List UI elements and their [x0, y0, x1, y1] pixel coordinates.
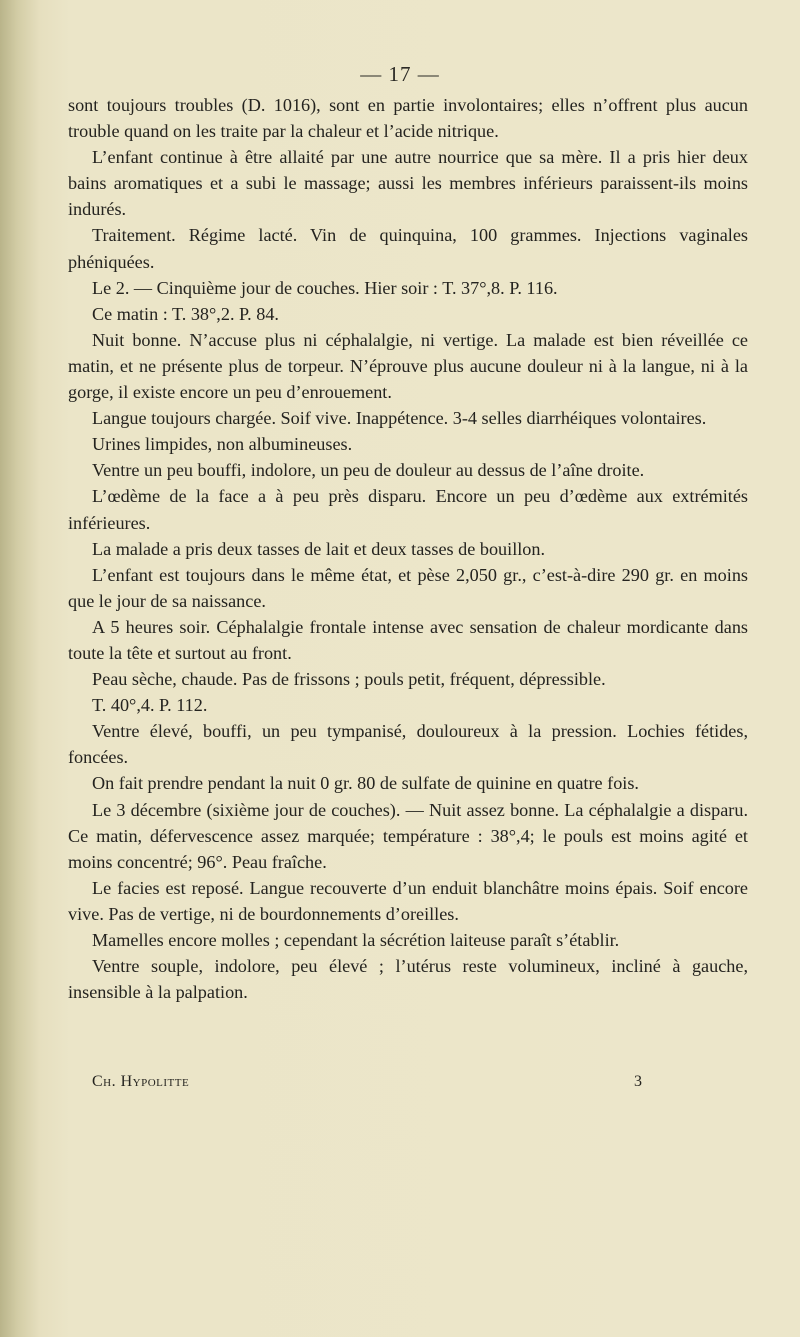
paragraph: T. 40°,4. P. 112.: [92, 695, 208, 716]
author-signature: Ch. Hypolitte: [92, 1073, 190, 1090]
paragraph: A 5 heures soir. Céphalalgie frontale intense avec sensation de chaleur mordicante dans toute la tête et surtout au front.: [68, 616, 748, 663]
body-text: [68, 92, 748, 1005]
paragraph: L’enfant est toujours dans le même état, et pèse 2,050 gr., c’est-à-dire 290 gr. en moins que le jour de sa naissance.: [68, 564, 748, 611]
paragraph: Le facies est reposé. Langue recouverte d’un enduit blanchâtre moins épais. Soif encore vive. Pas de vertige, ni de bourdonnements d’oreilles.: [68, 877, 748, 924]
sheet-number: 3: [634, 1073, 642, 1090]
paragraph: Ventre un peu bouffi, indolore, un peu de douleur au dessus de l’aîne droite.: [92, 460, 645, 481]
paragraph: On fait prendre pendant la nuit 0 gr. 80 de sulfate de quinine en quatre fois.: [92, 773, 639, 794]
paragraph: Langue toujours chargée. Soif vive. Inappétence. 3-4 selles diarrhéiques volontaires.: [92, 408, 707, 429]
paragraph: Ce matin : T. 38°,2. P. 84.: [92, 303, 279, 324]
page-footer: [92, 1073, 642, 1091]
paragraph: Traitement. Régime lacté. Vin de quinquina, 100 grammes. Injections vaginales phéniquées.: [68, 225, 748, 272]
paragraph: L’œdème de la face a à peu près disparu. Encore un peu d’œdème aux extrémités inférieures.: [68, 486, 748, 533]
paragraph: Ventre souple, indolore, peu élevé ; l’utérus reste volumineux, incliné à gauche, insensible à la palpation.: [68, 956, 748, 1003]
paragraph: Urines limpides, non albumineuses.: [92, 434, 353, 455]
paragraph: La malade a pris deux tasses de lait et deux tasses de bouillon.: [92, 538, 546, 559]
paragraph: Ventre élevé, bouffi, un peu tympanisé, douloureux à la pression. Lochies fétides, foncées.: [68, 721, 748, 768]
paragraph: sont toujours troubles (D. 1016), sont en partie involontaires; elles n’offrent plus aucun trouble quand on les traite par la chaleur et l’acide nitrique.: [68, 95, 748, 142]
paragraph: Nuit bonne. N’accuse plus ni céphalalgie, ni vertige. La malade est bien réveillée ce matin, et ne présente plus de torpeur. N’éprouve plus aucune douleur ni à la langue, ni à la gorge, il existe encore un peu d’enrouement.: [68, 329, 748, 403]
paragraph: L’enfant continue à être allaité par une autre nourrice que sa mère. Il a pris hier deux bains aromatiques et a subi le massage; aussi les membres inférieurs paraissent-ils moins indurés.: [68, 147, 748, 220]
page-number: — 17 —: [360, 62, 440, 86]
paragraph: Peau sèche, chaude. Pas de frissons ; pouls petit, fréquent, dépressible.: [92, 669, 606, 690]
paragraph: Mamelles encore molles ; cependant la sécrétion laiteuse paraît s’établir.: [92, 930, 620, 950]
paragraph: Le 3 décembre (sixième jour de couches). — Nuit assez bonne. La céphalalgie a disparu. Ce matin, défervescence assez marquée; température : 38°,4; le pouls est moins agité et moins concentré; 96°. Peau fraîche.: [68, 799, 748, 872]
paragraph: Le 2. — Cinquième jour de couches. Hier soir : T. 37°,8. P. 116.: [92, 277, 558, 298]
